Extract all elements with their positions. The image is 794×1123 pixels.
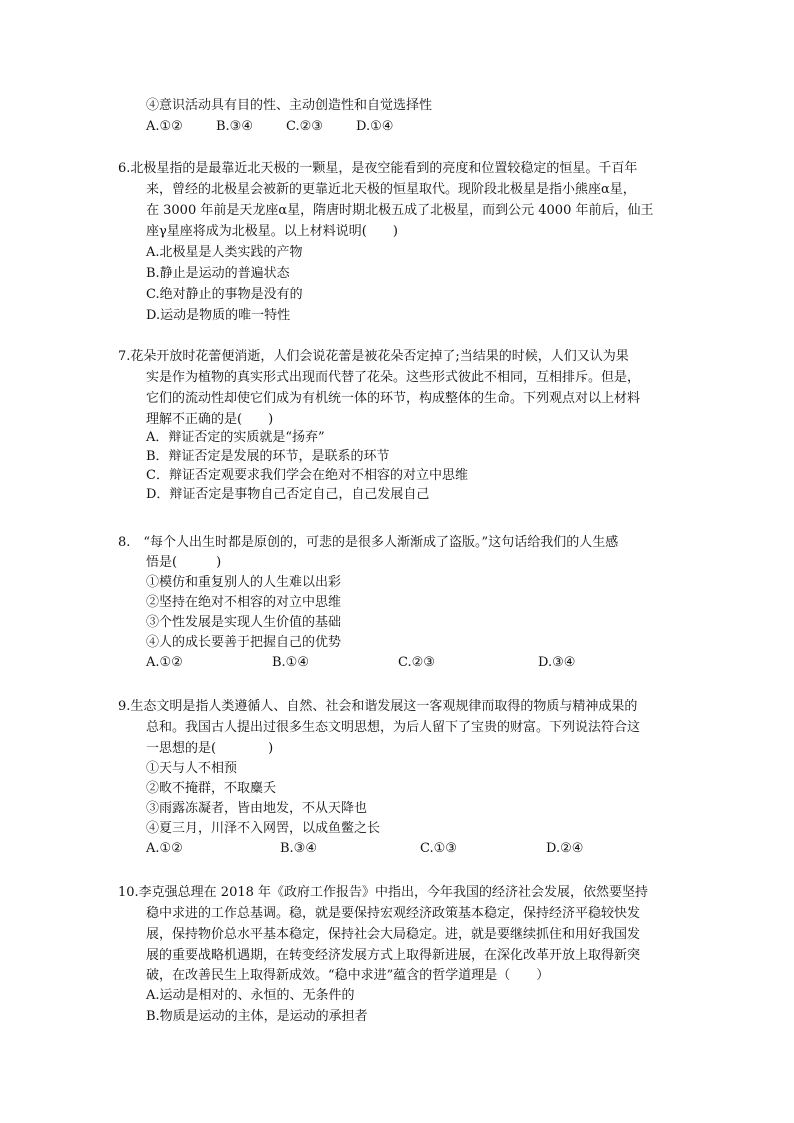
q7-stem-line-2: 实是作为植物的真实形式出现而代替了花朵。这些形式彼此不相同，互相排斥。但是， xyxy=(146,370,641,385)
q5-item-4: ④意识活动具有目的性、主动创造性和自觉选择性 xyxy=(146,98,433,113)
q9-option-b: B.③④ xyxy=(280,841,317,856)
q8-option-c: C.②③ xyxy=(398,655,435,670)
q10-stem-line-2: 稳中求进的工作总基调。稳，就是要保持宏观经济政策基本稳定，保持经济平稳较快发 xyxy=(146,906,641,921)
q8-stem-line-2: 悟是( ) xyxy=(146,555,222,570)
q10-option-b: B.物质是运动的主体，是运动的承担者 xyxy=(146,1009,368,1024)
q8-options xyxy=(146,653,706,673)
q10-stem-line-1: 10.李克强总理在 2018 年《政府工作报告》中指出，今年我国的经济社会发展，依然要坚持 xyxy=(118,885,649,900)
q9-option-c: C.①③ xyxy=(420,841,457,856)
q10-stem-line-5: 破，在改善民生上取得新成效。“稳中求进”蕴含的哲学道理是（ ） xyxy=(146,968,550,983)
q6-stem-line-2: 来，曾经的北极星会被新的更靠近北天极的恒星取代。现阶段北极星是指小熊座α星， xyxy=(146,182,636,197)
q5-option-c: C.②③ xyxy=(286,119,323,134)
q8-option-d: D.③④ xyxy=(538,655,576,670)
q9-item-1: ①天与人不相预 xyxy=(146,761,238,776)
q7-option-b: B．辩证否定是发展的环节，是联系的环节 xyxy=(146,449,390,464)
q9-options xyxy=(146,839,706,859)
q10-stem-line-4: 展的重要战略机遇期，在转变经济发展方式上取得新进展，在深化改革开放上取得新突 xyxy=(146,948,641,963)
q9-option-a: A.①② xyxy=(146,841,183,856)
q7-option-c: C．辩证否定观要求我们学会在绝对不相容的对立中思维 xyxy=(146,468,468,483)
q10-stem-line-3: 展，保持物价总水平基本稳定，保持社会大局稳定。进，就是要继续抓住和用好我国发 xyxy=(146,927,641,942)
q7-stem-line-3: 它们的流动性却使它们成为有机统一体的环节，构成整体的生命。下列观点对以上材料 xyxy=(146,391,641,406)
q6-stem-line-4: 座γ星座将成为北极星。以上材料说明( ) xyxy=(146,224,398,239)
q8-stem-line-1: 8. “每个人出生时都是原创的，可悲的是很多人渐渐成了盗版。”这句话给我们的人生感 xyxy=(118,535,619,550)
q7-stem-line-1: 7.花朵开放时花蕾便消逝，人们会说花蕾是被花朵否定掉了;当结果的时候，人们又认为果 xyxy=(118,349,629,364)
q6-option-a: A.北极星是人类实践的产物 xyxy=(146,245,303,260)
q10-option-a: A.运动是相对的、永恒的、无条件的 xyxy=(146,988,355,1003)
q9-item-4: ④夏三月，川泽不入网罟，以成鱼鳖之长 xyxy=(146,821,381,836)
q8-item-1: ①模仿和重复别人的人生难以出彩 xyxy=(146,575,342,590)
q5-option-d: D.①④ xyxy=(356,119,394,134)
q8-item-3: ③个性发展是实现人生价值的基础 xyxy=(146,615,342,630)
q5-option-b: B.③④ xyxy=(216,119,253,134)
q6-option-c: C.绝对静止的事物是没有的 xyxy=(146,287,303,302)
q8-option-b: B.①④ xyxy=(272,655,309,670)
q9-stem-line-1: 9.生态文明是指人类遵循人、自然、社会和谐发展这一客观规律而取得的物质与精神成果的 xyxy=(118,699,638,714)
q5-options xyxy=(146,117,706,137)
q9-stem-line-3: 一思想的是( ) xyxy=(146,741,274,756)
q5-option-a: A.①② xyxy=(146,119,183,134)
q8-option-a: A.①② xyxy=(146,655,183,670)
q6-stem-line-1: 6.北极星指的是最靠近北天极的一颗星，是夜空能看到的亮度和位置较稳定的恒星。千百年 xyxy=(118,161,638,176)
q8-item-2: ②坚持在绝对不相容的对立中思维 xyxy=(146,595,342,610)
q9-item-3: ③雨露冻凝者，皆由地发，不从天降也 xyxy=(146,801,368,816)
q9-item-2: ②畋不掩群，不取麋夭 xyxy=(146,781,277,796)
q6-stem-line-3: 在 3000 年前是天龙座α星，隋唐时期北极五成了北极星，而到公元 4000 年前后，仙王 xyxy=(146,203,654,218)
q6-option-b: B.静止是运动的普遍状态 xyxy=(146,266,290,281)
q7-option-a: A．辩证否定的实质就是“扬弃” xyxy=(146,430,325,445)
q9-option-d: D.②④ xyxy=(546,841,584,856)
q7-option-d: D．辩证否定是事物自己否定自己，自己发展自己 xyxy=(146,487,430,502)
q7-stem-line-4: 理解不正确的是( ) xyxy=(146,412,274,427)
q6-option-d: D.运动是物质的唯一特性 xyxy=(146,308,291,323)
q9-stem-line-2: 总和。我国古人提出过很多生态文明思想，为后人留下了宝贵的财富。下列说法符合这 xyxy=(146,720,641,735)
q8-item-4: ④人的成长要善于把握自己的优势 xyxy=(146,635,342,650)
